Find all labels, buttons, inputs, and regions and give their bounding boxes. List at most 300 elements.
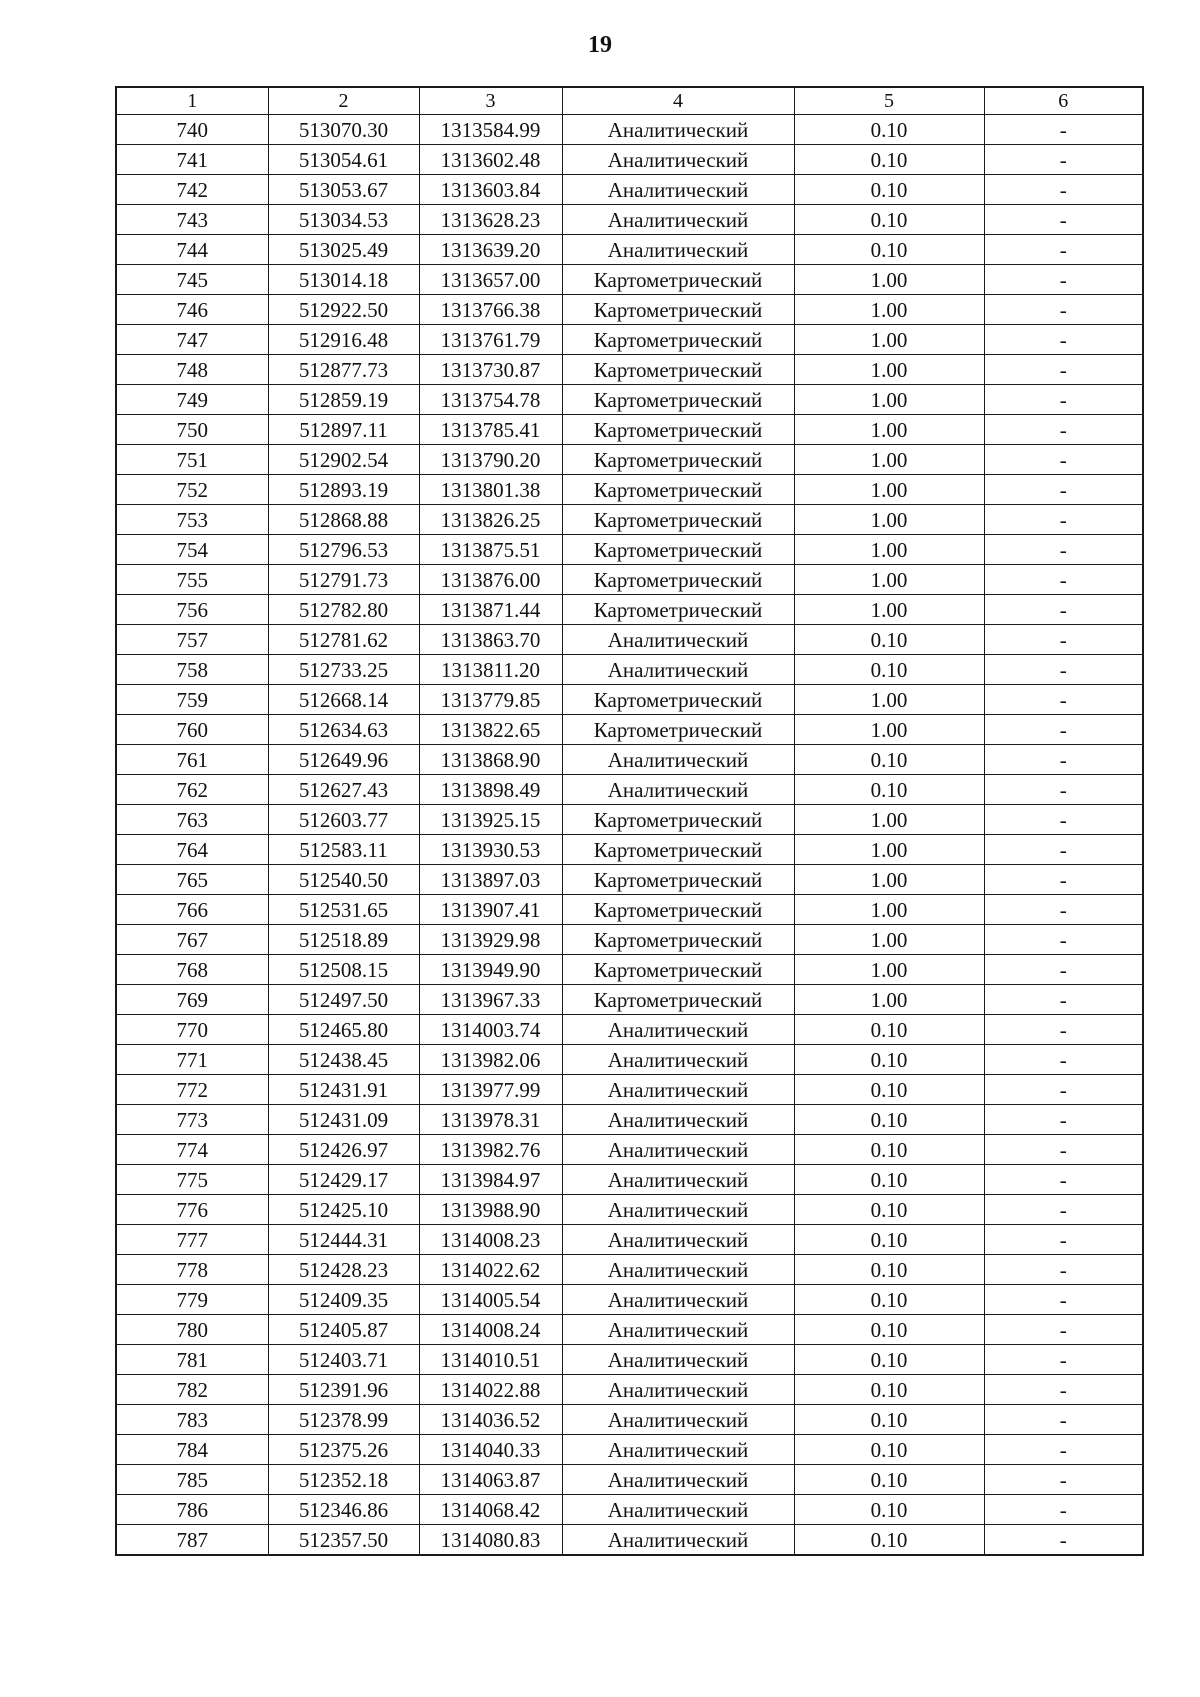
x-coordinate-cell: 512375.26: [268, 1435, 419, 1465]
accuracy-cell: 0.10: [794, 1285, 984, 1315]
method-cell: Картометрический: [562, 445, 794, 475]
note-cell: -: [984, 145, 1143, 175]
method-cell: Картометрический: [562, 685, 794, 715]
table-row: [116, 235, 1143, 265]
x-coordinate-cell: 512428.23: [268, 1255, 419, 1285]
x-coordinate-cell: 512649.96: [268, 745, 419, 775]
table-row: [116, 1435, 1143, 1465]
note-cell: -: [984, 1495, 1143, 1525]
point-number-cell: 762: [116, 775, 268, 805]
accuracy-cell: 1.00: [794, 325, 984, 355]
accuracy-cell: 0.10: [794, 145, 984, 175]
method-cell: Картометрический: [562, 835, 794, 865]
table-row: [116, 565, 1143, 595]
point-number-cell: 768: [116, 955, 268, 985]
x-coordinate-cell: 512357.50: [268, 1525, 419, 1556]
accuracy-cell: 0.10: [794, 1375, 984, 1405]
y-coordinate-cell: 1313925.15: [419, 805, 562, 835]
table-row: [116, 1105, 1143, 1135]
y-coordinate-cell: 1314022.88: [419, 1375, 562, 1405]
method-cell: Картометрический: [562, 925, 794, 955]
accuracy-cell: 0.10: [794, 1195, 984, 1225]
note-cell: -: [984, 715, 1143, 745]
y-coordinate-cell: 1313785.41: [419, 415, 562, 445]
note-cell: -: [984, 1225, 1143, 1255]
column-header: 3: [419, 87, 562, 115]
x-coordinate-cell: 512782.80: [268, 595, 419, 625]
accuracy-cell: 0.10: [794, 625, 984, 655]
x-coordinate-cell: 512426.97: [268, 1135, 419, 1165]
y-coordinate-cell: 1314036.52: [419, 1405, 562, 1435]
accuracy-cell: 1.00: [794, 835, 984, 865]
table-header-row: [116, 87, 1143, 115]
x-coordinate-cell: 512859.19: [268, 385, 419, 415]
method-cell: Картометрический: [562, 595, 794, 625]
x-coordinate-cell: 513053.67: [268, 175, 419, 205]
note-cell: -: [984, 235, 1143, 265]
method-cell: Картометрический: [562, 505, 794, 535]
x-coordinate-cell: 512583.11: [268, 835, 419, 865]
note-cell: -: [984, 955, 1143, 985]
accuracy-cell: 1.00: [794, 535, 984, 565]
y-coordinate-cell: 1313779.85: [419, 685, 562, 715]
x-coordinate-cell: 512540.50: [268, 865, 419, 895]
point-number-cell: 740: [116, 115, 268, 145]
point-number-cell: 774: [116, 1135, 268, 1165]
note-cell: -: [984, 1045, 1143, 1075]
method-cell: Аналитический: [562, 1225, 794, 1255]
accuracy-cell: 1.00: [794, 355, 984, 385]
table-row: [116, 1255, 1143, 1285]
method-cell: Аналитический: [562, 1135, 794, 1165]
accuracy-cell: 0.10: [794, 745, 984, 775]
table-row: [116, 865, 1143, 895]
table-row: [116, 1315, 1143, 1345]
note-cell: -: [984, 1405, 1143, 1435]
table-row: [116, 1525, 1143, 1556]
y-coordinate-cell: 1313801.38: [419, 475, 562, 505]
note-cell: -: [984, 1255, 1143, 1285]
point-number-cell: 763: [116, 805, 268, 835]
x-coordinate-cell: 512916.48: [268, 325, 419, 355]
y-coordinate-cell: 1313871.44: [419, 595, 562, 625]
accuracy-cell: 0.10: [794, 1165, 984, 1195]
table-row: [116, 775, 1143, 805]
point-number-cell: 782: [116, 1375, 268, 1405]
method-cell: Картометрический: [562, 385, 794, 415]
note-cell: -: [984, 205, 1143, 235]
coordinates-table: [115, 86, 1144, 1556]
accuracy-cell: 1.00: [794, 295, 984, 325]
table-row: [116, 655, 1143, 685]
point-number-cell: 753: [116, 505, 268, 535]
point-number-cell: 751: [116, 445, 268, 475]
accuracy-cell: 0.10: [794, 1135, 984, 1165]
y-coordinate-cell: 1313868.90: [419, 745, 562, 775]
y-coordinate-cell: 1313897.03: [419, 865, 562, 895]
method-cell: Аналитический: [562, 1255, 794, 1285]
x-coordinate-cell: 512409.35: [268, 1285, 419, 1315]
accuracy-cell: 1.00: [794, 565, 984, 595]
point-number-cell: 780: [116, 1315, 268, 1345]
point-number-cell: 745: [116, 265, 268, 295]
y-coordinate-cell: 1313967.33: [419, 985, 562, 1015]
accuracy-cell: 0.10: [794, 1345, 984, 1375]
note-cell: -: [984, 1015, 1143, 1045]
note-cell: -: [984, 355, 1143, 385]
x-coordinate-cell: 512877.73: [268, 355, 419, 385]
x-coordinate-cell: 512465.80: [268, 1015, 419, 1045]
method-cell: Аналитический: [562, 1345, 794, 1375]
table-row: [116, 1225, 1143, 1255]
point-number-cell: 758: [116, 655, 268, 685]
accuracy-cell: 1.00: [794, 595, 984, 625]
point-number-cell: 769: [116, 985, 268, 1015]
point-number-cell: 760: [116, 715, 268, 745]
method-cell: Аналитический: [562, 1465, 794, 1495]
point-number-cell: 777: [116, 1225, 268, 1255]
note-cell: -: [984, 1345, 1143, 1375]
y-coordinate-cell: 1314010.51: [419, 1345, 562, 1375]
y-coordinate-cell: 1313977.99: [419, 1075, 562, 1105]
table-row: [116, 355, 1143, 385]
y-coordinate-cell: 1313982.06: [419, 1045, 562, 1075]
method-cell: Аналитический: [562, 745, 794, 775]
method-cell: Аналитический: [562, 175, 794, 205]
accuracy-cell: 1.00: [794, 715, 984, 745]
table-row: [116, 835, 1143, 865]
point-number-cell: 779: [116, 1285, 268, 1315]
y-coordinate-cell: 1313584.99: [419, 115, 562, 145]
x-coordinate-cell: 512868.88: [268, 505, 419, 535]
point-number-cell: 778: [116, 1255, 268, 1285]
point-number-cell: 765: [116, 865, 268, 895]
method-cell: Картометрический: [562, 985, 794, 1015]
point-number-cell: 759: [116, 685, 268, 715]
y-coordinate-cell: 1314005.54: [419, 1285, 562, 1315]
accuracy-cell: 0.10: [794, 1315, 984, 1345]
accuracy-cell: 0.10: [794, 1255, 984, 1285]
accuracy-cell: 0.10: [794, 235, 984, 265]
table-row: [116, 745, 1143, 775]
accuracy-cell: 1.00: [794, 505, 984, 535]
x-coordinate-cell: 512791.73: [268, 565, 419, 595]
point-number-cell: 770: [116, 1015, 268, 1045]
accuracy-cell: 1.00: [794, 445, 984, 475]
accuracy-cell: 1.00: [794, 865, 984, 895]
method-cell: Картометрический: [562, 535, 794, 565]
note-cell: -: [984, 295, 1143, 325]
x-coordinate-cell: 513054.61: [268, 145, 419, 175]
x-coordinate-cell: 512508.15: [268, 955, 419, 985]
y-coordinate-cell: 1313949.90: [419, 955, 562, 985]
table-row: [116, 1195, 1143, 1225]
table-row: [116, 1345, 1143, 1375]
method-cell: Картометрический: [562, 325, 794, 355]
accuracy-cell: 0.10: [794, 115, 984, 145]
y-coordinate-cell: 1313602.48: [419, 145, 562, 175]
y-coordinate-cell: 1313930.53: [419, 835, 562, 865]
table-row: [116, 895, 1143, 925]
y-coordinate-cell: 1313822.65: [419, 715, 562, 745]
note-cell: -: [984, 685, 1143, 715]
note-cell: -: [984, 775, 1143, 805]
note-cell: -: [984, 1435, 1143, 1465]
x-coordinate-cell: 512425.10: [268, 1195, 419, 1225]
accuracy-cell: 1.00: [794, 265, 984, 295]
y-coordinate-cell: 1314080.83: [419, 1525, 562, 1556]
point-number-cell: 747: [116, 325, 268, 355]
table-row: [116, 1285, 1143, 1315]
note-cell: -: [984, 985, 1143, 1015]
y-coordinate-cell: 1313826.25: [419, 505, 562, 535]
x-coordinate-cell: 513014.18: [268, 265, 419, 295]
x-coordinate-cell: 512781.62: [268, 625, 419, 655]
y-coordinate-cell: 1313876.00: [419, 565, 562, 595]
point-number-cell: 741: [116, 145, 268, 175]
method-cell: Картометрический: [562, 355, 794, 385]
accuracy-cell: 1.00: [794, 985, 984, 1015]
method-cell: Аналитический: [562, 235, 794, 265]
accuracy-cell: 0.10: [794, 1105, 984, 1135]
table-row: [116, 535, 1143, 565]
point-number-cell: 764: [116, 835, 268, 865]
point-number-cell: 748: [116, 355, 268, 385]
point-number-cell: 783: [116, 1405, 268, 1435]
method-cell: Аналитический: [562, 1315, 794, 1345]
x-coordinate-cell: 512403.71: [268, 1345, 419, 1375]
point-number-cell: 785: [116, 1465, 268, 1495]
x-coordinate-cell: 512431.09: [268, 1105, 419, 1135]
method-cell: Картометрический: [562, 565, 794, 595]
note-cell: -: [984, 925, 1143, 955]
accuracy-cell: 0.10: [794, 1495, 984, 1525]
table-row: [116, 715, 1143, 745]
table-row: [116, 1135, 1143, 1165]
x-coordinate-cell: 513025.49: [268, 235, 419, 265]
table-row: [116, 115, 1143, 145]
x-coordinate-cell: 512733.25: [268, 655, 419, 685]
method-cell: Аналитический: [562, 115, 794, 145]
accuracy-cell: 1.00: [794, 475, 984, 505]
table-row: [116, 1375, 1143, 1405]
note-cell: -: [984, 1165, 1143, 1195]
note-cell: -: [984, 1195, 1143, 1225]
note-cell: -: [984, 445, 1143, 475]
table-row: [116, 595, 1143, 625]
table-row: [116, 925, 1143, 955]
table-row: [116, 1405, 1143, 1435]
table-row: [116, 265, 1143, 295]
table-row: [116, 625, 1143, 655]
point-number-cell: 771: [116, 1045, 268, 1075]
x-coordinate-cell: 512668.14: [268, 685, 419, 715]
accuracy-cell: 0.10: [794, 175, 984, 205]
point-number-cell: 743: [116, 205, 268, 235]
y-coordinate-cell: 1313907.41: [419, 895, 562, 925]
x-coordinate-cell: 512497.50: [268, 985, 419, 1015]
point-number-cell: 767: [116, 925, 268, 955]
point-number-cell: 757: [116, 625, 268, 655]
point-number-cell: 750: [116, 415, 268, 445]
x-coordinate-cell: 512922.50: [268, 295, 419, 325]
x-coordinate-cell: 512444.31: [268, 1225, 419, 1255]
method-cell: Аналитический: [562, 1375, 794, 1405]
note-cell: -: [984, 835, 1143, 865]
table-row: [116, 985, 1143, 1015]
method-cell: Аналитический: [562, 625, 794, 655]
column-header: 4: [562, 87, 794, 115]
method-cell: Картометрический: [562, 415, 794, 445]
method-cell: Аналитический: [562, 1285, 794, 1315]
table-row: [116, 1465, 1143, 1495]
method-cell: Аналитический: [562, 775, 794, 805]
note-cell: -: [984, 1525, 1143, 1556]
x-coordinate-cell: 512378.99: [268, 1405, 419, 1435]
x-coordinate-cell: 512603.77: [268, 805, 419, 835]
x-coordinate-cell: 512405.87: [268, 1315, 419, 1345]
note-cell: -: [984, 865, 1143, 895]
accuracy-cell: 1.00: [794, 685, 984, 715]
accuracy-cell: 1.00: [794, 925, 984, 955]
table-row: [116, 1495, 1143, 1525]
y-coordinate-cell: 1313875.51: [419, 535, 562, 565]
column-header: 1: [116, 87, 268, 115]
point-number-cell: 752: [116, 475, 268, 505]
point-number-cell: 784: [116, 1435, 268, 1465]
table-row: [116, 445, 1143, 475]
y-coordinate-cell: 1313657.00: [419, 265, 562, 295]
method-cell: Картометрический: [562, 805, 794, 835]
accuracy-cell: 0.10: [794, 205, 984, 235]
note-cell: -: [984, 1375, 1143, 1405]
x-coordinate-cell: 512893.19: [268, 475, 419, 505]
y-coordinate-cell: 1313984.97: [419, 1165, 562, 1195]
table-row: [116, 685, 1143, 715]
accuracy-cell: 0.10: [794, 1045, 984, 1075]
y-coordinate-cell: 1314022.62: [419, 1255, 562, 1285]
note-cell: -: [984, 505, 1143, 535]
method-cell: Аналитический: [562, 655, 794, 685]
column-header: 6: [984, 87, 1143, 115]
note-cell: -: [984, 595, 1143, 625]
method-cell: Аналитический: [562, 1525, 794, 1556]
note-cell: -: [984, 1465, 1143, 1495]
y-coordinate-cell: 1313754.78: [419, 385, 562, 415]
y-coordinate-cell: 1313730.87: [419, 355, 562, 385]
note-cell: -: [984, 805, 1143, 835]
note-cell: -: [984, 415, 1143, 445]
table-row: [116, 1075, 1143, 1105]
note-cell: -: [984, 535, 1143, 565]
table-row: [116, 475, 1143, 505]
y-coordinate-cell: 1313811.20: [419, 655, 562, 685]
x-coordinate-cell: 512429.17: [268, 1165, 419, 1195]
y-coordinate-cell: 1314003.74: [419, 1015, 562, 1045]
method-cell: Аналитический: [562, 1405, 794, 1435]
point-number-cell: 744: [116, 235, 268, 265]
point-number-cell: 761: [116, 745, 268, 775]
point-number-cell: 742: [116, 175, 268, 205]
method-cell: Картометрический: [562, 865, 794, 895]
method-cell: Картометрический: [562, 955, 794, 985]
accuracy-cell: 0.10: [794, 1075, 984, 1105]
y-coordinate-cell: 1313988.90: [419, 1195, 562, 1225]
y-coordinate-cell: 1313603.84: [419, 175, 562, 205]
method-cell: Картометрический: [562, 295, 794, 325]
y-coordinate-cell: 1313898.49: [419, 775, 562, 805]
note-cell: -: [984, 1075, 1143, 1105]
y-coordinate-cell: 1313628.23: [419, 205, 562, 235]
y-coordinate-cell: 1313929.98: [419, 925, 562, 955]
table-row: [116, 415, 1143, 445]
note-cell: -: [984, 895, 1143, 925]
note-cell: -: [984, 175, 1143, 205]
note-cell: -: [984, 265, 1143, 295]
y-coordinate-cell: 1313982.76: [419, 1135, 562, 1165]
y-coordinate-cell: 1314008.23: [419, 1225, 562, 1255]
accuracy-cell: 0.10: [794, 1435, 984, 1465]
point-number-cell: 754: [116, 535, 268, 565]
page-number: 19: [588, 32, 612, 58]
note-cell: -: [984, 745, 1143, 775]
x-coordinate-cell: 512391.96: [268, 1375, 419, 1405]
x-coordinate-cell: 513070.30: [268, 115, 419, 145]
x-coordinate-cell: 512902.54: [268, 445, 419, 475]
accuracy-cell: 1.00: [794, 415, 984, 445]
point-number-cell: 766: [116, 895, 268, 925]
y-coordinate-cell: 1313766.38: [419, 295, 562, 325]
accuracy-cell: 1.00: [794, 895, 984, 925]
point-number-cell: 786: [116, 1495, 268, 1525]
point-number-cell: 756: [116, 595, 268, 625]
accuracy-cell: 0.10: [794, 1465, 984, 1495]
method-cell: Аналитический: [562, 1105, 794, 1135]
y-coordinate-cell: 1314040.33: [419, 1435, 562, 1465]
note-cell: -: [984, 1285, 1143, 1315]
method-cell: Картометрический: [562, 895, 794, 925]
note-cell: -: [984, 475, 1143, 505]
y-coordinate-cell: 1314008.24: [419, 1315, 562, 1345]
accuracy-cell: 0.10: [794, 655, 984, 685]
accuracy-cell: 1.00: [794, 805, 984, 835]
table-row: [116, 145, 1143, 175]
point-number-cell: 781: [116, 1345, 268, 1375]
note-cell: -: [984, 565, 1143, 595]
accuracy-cell: 1.00: [794, 955, 984, 985]
method-cell: Аналитический: [562, 1195, 794, 1225]
method-cell: Аналитический: [562, 205, 794, 235]
table-row: [116, 385, 1143, 415]
method-cell: Аналитический: [562, 1015, 794, 1045]
note-cell: -: [984, 1105, 1143, 1135]
table-row: [116, 295, 1143, 325]
accuracy-cell: 0.10: [794, 1225, 984, 1255]
note-cell: -: [984, 115, 1143, 145]
note-cell: -: [984, 655, 1143, 685]
point-number-cell: 773: [116, 1105, 268, 1135]
table-row: [116, 955, 1143, 985]
point-number-cell: 776: [116, 1195, 268, 1225]
y-coordinate-cell: 1313761.79: [419, 325, 562, 355]
note-cell: -: [984, 625, 1143, 655]
y-coordinate-cell: 1313978.31: [419, 1105, 562, 1135]
table-row: [116, 175, 1143, 205]
note-cell: -: [984, 325, 1143, 355]
accuracy-cell: 0.10: [794, 1015, 984, 1045]
method-cell: Аналитический: [562, 1495, 794, 1525]
table-body: [116, 115, 1143, 1556]
